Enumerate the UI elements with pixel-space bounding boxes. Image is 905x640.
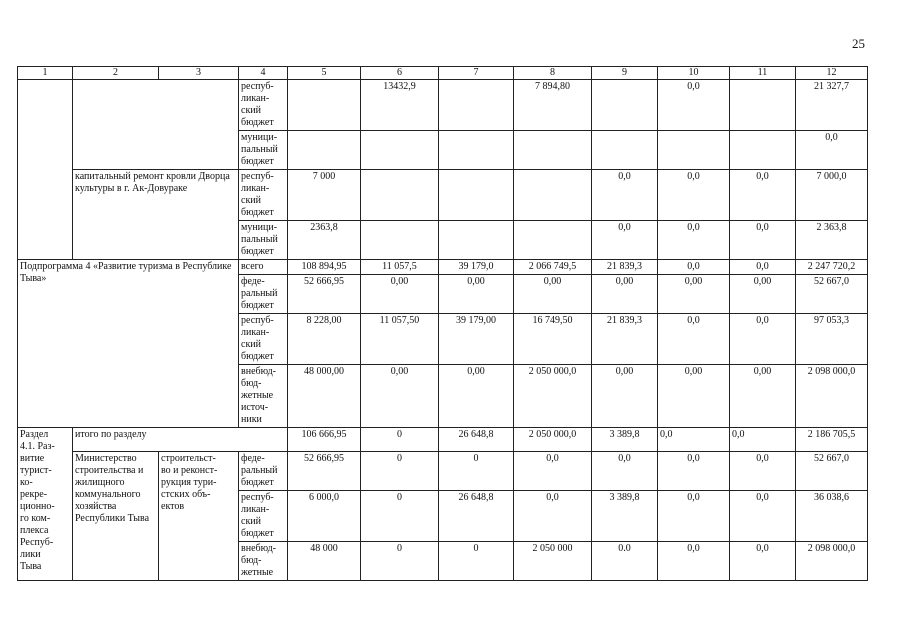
value-cell [592,80,658,131]
subprogram-title: Подпрограмма 4 «Развитие туризма в Республике Тыва» [18,260,239,428]
value-cell: 0,00 [658,275,730,314]
funding-source-cell: феде- ральный бюджет [239,275,288,314]
value-cell: 0,00 [592,365,658,428]
col-header: 12 [796,67,868,80]
value-cell: 0,00 [361,275,439,314]
value-cell [361,221,439,260]
value-cell [730,80,796,131]
value-cell: 11 057,5 [361,260,439,275]
value-cell: 48 000 [288,542,361,581]
value-cell: 0,0 [658,80,730,131]
value-cell: 11 057,50 [361,314,439,365]
value-cell: 0,0 [730,542,796,581]
col-header: 2 [73,67,159,80]
col-header: 10 [658,67,730,80]
value-cell: 0,0 [730,491,796,542]
funding-source-cell: респуб- ликан- ский бюджет [239,491,288,542]
value-cell: 0,00 [592,275,658,314]
funding-source-cell: всего [239,260,288,275]
value-cell: 2 247 720,2 [796,260,868,275]
value-cell: 0,0 [730,260,796,275]
value-cell: 0,00 [730,365,796,428]
value-cell: 0,00 [439,365,514,428]
value-cell: 0,0 [592,221,658,260]
value-cell: 0 [361,428,439,452]
value-cell: 106 666,95 [288,428,361,452]
value-cell: 21 839,3 [592,314,658,365]
value-cell [514,131,592,170]
col-header: 9 [592,67,658,80]
value-cell: 0,0 [658,491,730,542]
value-cell [592,131,658,170]
value-cell: 0,00 [361,365,439,428]
value-cell [514,221,592,260]
table-row [18,170,868,221]
value-cell: 39 179,0 [439,260,514,275]
value-cell: 13432,9 [361,80,439,131]
empty-cell [73,80,239,170]
value-cell: 0,0 [730,428,796,452]
value-cell: 0,00 [514,275,592,314]
executor-cell: Министерство строительства и жилищного коммунального хозяйства Республики Тыва [73,452,159,581]
col-header: 3 [159,67,239,80]
value-cell [288,80,361,131]
value-cell: 0,0 [592,452,658,491]
value-cell: 36 038,6 [796,491,868,542]
value-cell: 2 050 000,0 [514,365,592,428]
value-cell: 0 [361,491,439,542]
value-cell [439,80,514,131]
value-cell: 0,0 [796,131,868,170]
funding-source-cell: респуб- ликан- ский бюджет [239,170,288,221]
value-cell: 52 667,0 [796,452,868,491]
value-cell [439,170,514,221]
col-header: 6 [361,67,439,80]
value-cell: 0 [439,452,514,491]
value-cell: 0,0 [658,314,730,365]
col-header: 4 [239,67,288,80]
value-cell: 52 666,95 [288,452,361,491]
value-cell: 16 749,50 [514,314,592,365]
value-cell: 0,0 [730,170,796,221]
value-cell: 21 839,3 [592,260,658,275]
value-cell: 0,0 [730,452,796,491]
funding-source-cell: внебюд- бюд- жетные [239,542,288,581]
table-row [18,80,868,131]
value-cell: 97 053,3 [796,314,868,365]
value-cell: 2363,8 [288,221,361,260]
funding-source-cell: внебюд- бюд- жетные источ- ники [239,365,288,428]
value-cell: 52 666,95 [288,275,361,314]
value-cell: 0.0 [592,542,658,581]
value-cell: 6 000,0 [288,491,361,542]
table-row [18,452,868,491]
header-row [18,67,868,80]
value-cell: 0,00 [730,275,796,314]
value-cell [439,131,514,170]
funding-source-cell: респуб- ликан- ский бюджет [239,80,288,131]
value-cell: 0,0 [514,452,592,491]
col-header: 7 [439,67,514,80]
value-cell [288,131,361,170]
value-cell: 0 [361,452,439,491]
funding-source-cell: феде- ральный бюджет [239,452,288,491]
value-cell: 2 363,8 [796,221,868,260]
value-cell: 26 648,8 [439,491,514,542]
funding-source-cell: муници- пальный бюджет [239,131,288,170]
value-cell [730,131,796,170]
value-cell: 2 066 749,5 [514,260,592,275]
value-cell [658,131,730,170]
value-cell: 2 050 000,0 [514,428,592,452]
value-cell: 3 389,8 [592,491,658,542]
value-cell: 0,0 [730,221,796,260]
col-header: 1 [18,67,73,80]
value-cell: 48 000,00 [288,365,361,428]
value-cell: 2 050 000 [514,542,592,581]
budget-table [17,66,868,581]
value-cell: 108 894,95 [288,260,361,275]
value-cell: 2 098 000,0 [796,365,868,428]
value-cell: 7 000,0 [796,170,868,221]
table-row [18,428,868,452]
funding-source-cell: муници- пальный бюджет [239,221,288,260]
value-cell: 7 000 [288,170,361,221]
value-cell: 52 667,0 [796,275,868,314]
activity-cell: строительст- во и реконст- рукция тури- стских объ- ектов [159,452,239,581]
value-cell [514,170,592,221]
value-cell: 0,0 [658,428,730,452]
value-cell: 26 648,8 [439,428,514,452]
col-header: 11 [730,67,796,80]
value-cell: 0,00 [658,365,730,428]
value-cell: 0,0 [592,170,658,221]
value-cell: 0,00 [439,275,514,314]
value-cell: 0 [439,542,514,581]
measure-description: капитальный ремонт кровли Дворца культуры в г. Ак-Довураке [73,170,239,260]
table-row [18,260,868,275]
value-cell [361,131,439,170]
value-cell: 0,0 [514,491,592,542]
col-header: 5 [288,67,361,80]
value-cell: 8 228,00 [288,314,361,365]
value-cell: 21 327,7 [796,80,868,131]
value-cell: 2 098 000,0 [796,542,868,581]
section-title: Раздел 4.1. Раз- витие турист- ко- рекре- ционно- го ком- плекса Респуб- лики Тыва [18,428,73,581]
value-cell: 0,0 [658,221,730,260]
section-total-label: итого по разделу [73,428,288,452]
col-header: 8 [514,67,592,80]
value-cell: 2 186 705,5 [796,428,868,452]
value-cell: 0,0 [658,452,730,491]
value-cell: 0 [361,542,439,581]
empty-cell [18,80,73,260]
value-cell: 39 179,00 [439,314,514,365]
value-cell [439,221,514,260]
value-cell [361,170,439,221]
value-cell: 0,0 [658,260,730,275]
value-cell: 7 894,80 [514,80,592,131]
value-cell: 0,0 [658,542,730,581]
value-cell: 0,0 [730,314,796,365]
value-cell: 0,0 [658,170,730,221]
funding-source-cell: респуб- ликан- ский бюджет [239,314,288,365]
value-cell: 3 389,8 [592,428,658,452]
page-number: 25 [852,36,865,51]
